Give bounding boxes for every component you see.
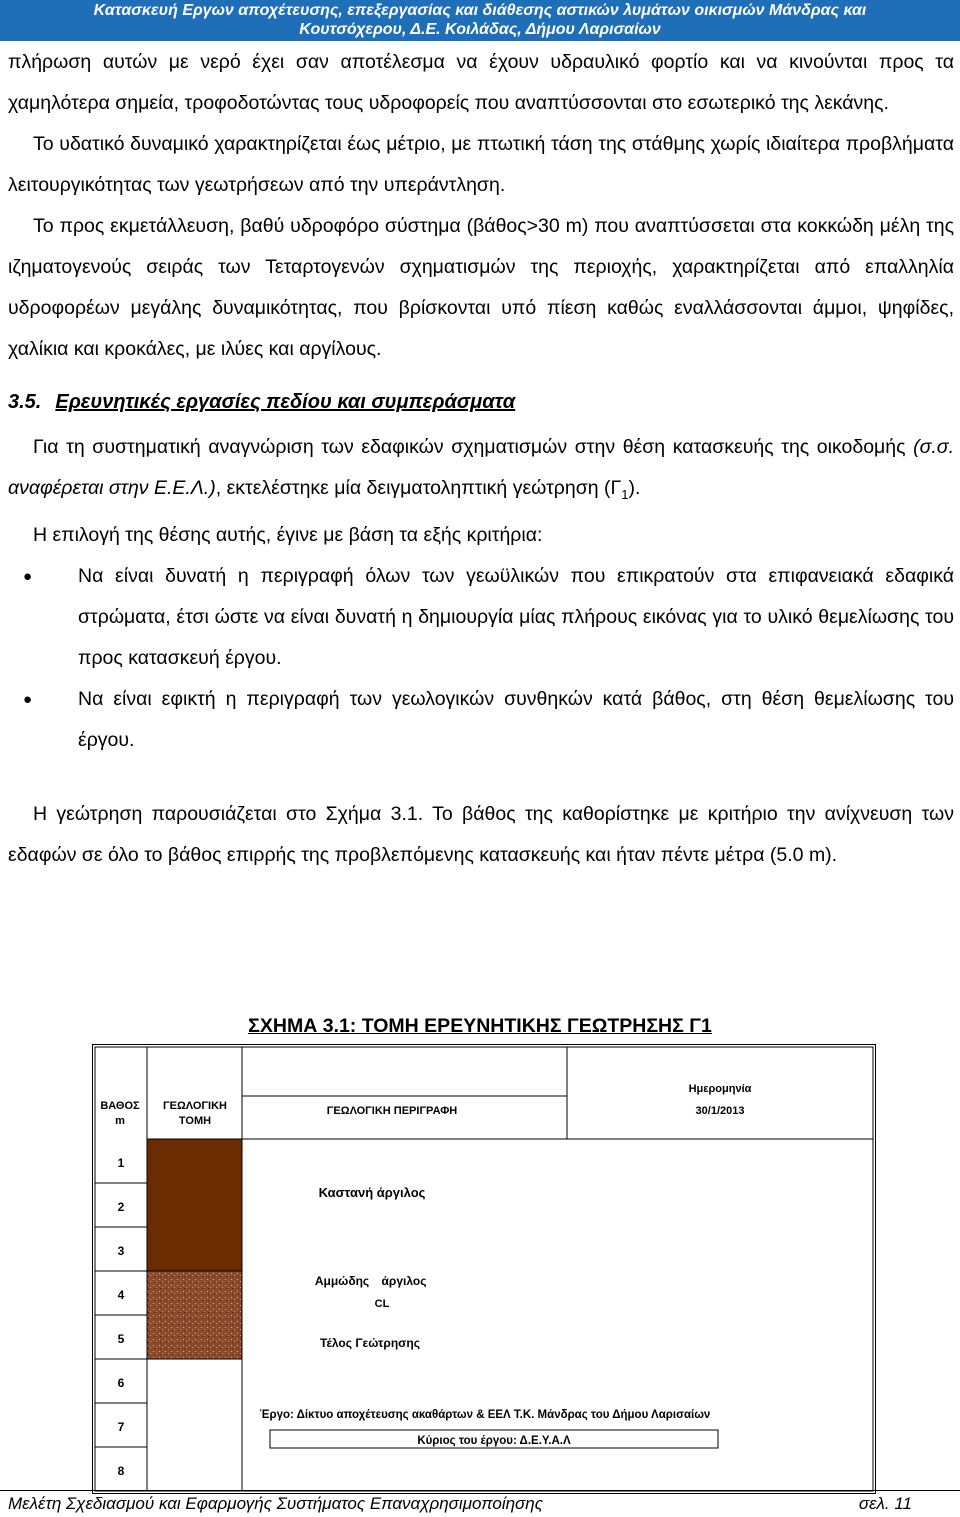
date-value: 30/1/2013 (695, 1105, 745, 1117)
page-number: σελ. 11 (858, 1494, 912, 1513)
page-footer (0, 1490, 960, 1517)
layer-2-label-c: CL (374, 1298, 390, 1310)
layer-1-label: Καστανή άργιλος (318, 1185, 426, 1200)
document-body (8, 42, 954, 876)
section-number: 3.5. (8, 391, 42, 413)
criteria-list (8, 556, 954, 761)
paragraph-4-subscript: 1 (621, 486, 629, 502)
header-line-2: Κουτσόχερου, Δ.Ε. Κοιλάδας, Δήμου Λαρισαίων (299, 21, 661, 38)
paragraph-4-text: Για τη συστηματική αναγνώριση των εδαφικών σχηματισμών στην θέση κατασκευής της οικοδομής (33, 436, 914, 458)
paragraph-1: πλήρωση αυτών με νερό έχει σαν αποτέλεσμα να έχουν υδραυλικό φορτίο και να κινούνται προς τα χαμηλότερα σημεία, τροφοδοτώντας τους υδροφορείς που αναπτύσσονται στο εσωτερικό της λεκάνης. (8, 51, 954, 114)
paragraph-4-text-b: , εκτελέστηκε μία δειγματοληπτική γεώτρηση (Γ (215, 477, 622, 499)
paragraph-4-italic: (σ.σ. αναφέρεται στην Ε.Ε.Λ.) (8, 436, 954, 499)
header-line-1: Κατασκευή Εργων αποχέτευσης, επεξεργασίας και διάθεσης αστικών λυμάτων οικισμών Μάνδρας και (93, 2, 867, 19)
owner-label: Κύριος του έργου: Δ.Ε.Υ.Α.Λ (417, 1435, 571, 1447)
paragraph-5: Η επιλογή της θέσης αυτής, έγινε με βάση τα εξής κριτήρια: (33, 523, 543, 546)
depth-label: 8 (117, 1464, 125, 1478)
section-header-1: ΓΕΩΛΟΓΙΚΗ (163, 1100, 227, 1112)
layer-2-label-a: Αμμώδης (314, 1274, 370, 1288)
project-label: Έργο: Δίκτυο αποχέτευσης ακαθάρτων & ΕΕΛ Τ.Κ. Μάνδρας του Δήμου Λαρισαίων (259, 1409, 711, 1421)
list-item: ● Να είναι εφικτή η περιγραφή των γεωλογικών συνθηκών κατά βάθος, στη θέση θεμελίωσης του έργου. (8, 679, 954, 761)
end-of-boring-label: Τέλος Γεώτρησης (320, 1336, 420, 1350)
borehole-log-svg (92, 1044, 876, 1494)
paragraph-2: Το υδατικό δυναμικό χαρακτηρίζεται έως μέτριο, με πτωτική τάση της στάθμης χωρίς ιδιαίτερα προβλήματα λειτουργικότητας των γεωτρήσεων από την υπεράντληση. (8, 133, 954, 196)
depth-label: 7 (117, 1420, 125, 1434)
borehole-figure (92, 1044, 876, 1494)
depth-label: 2 (117, 1200, 125, 1214)
geologic-layer (147, 1139, 242, 1271)
figure-title: ΣΧΗΜΑ 3.1: ΤΟΜΗ ΕΡΕΥΝΗΤΙΚΗΣ ΓΕΩΤΡΗΣΗΣ Γ1 (248, 1015, 712, 1037)
depth-label: 1 (117, 1156, 125, 1170)
depth-header-2: m (115, 1115, 125, 1127)
paragraph-6: Η γεώτρηση παρουσιάζεται στο Σχήμα 3.1. Το βάθος της καθορίστηκε με κριτήριο την ανίχνευση των εδαφών σε όλο το βάθος επιρρής της προβλεπόμενης κατασκευής και ήταν πέντε μέτρα (5.0 m). (8, 802, 954, 866)
date-label: Ημερομηνία (688, 1083, 752, 1095)
section-title: Ερευνητικές εργασίες πεδίου και συμπεράσματα (55, 391, 516, 413)
depth-label: 5 (117, 1332, 125, 1346)
list-item: ● Να είναι δυνατή η περιγραφή όλων των γεωϋλικών που επικρατούν στα επιφανειακά εδαφικά στρώματα, έτσι ώστε να είναι δυνατή η δημιουργία μίας πλήρους εικόνας για το υλικό θεμελίωσης του προς κατασκευή έργου. (8, 556, 954, 679)
description-header: ΓΕΩΛΟΓΙΚΗ ΠΕΡΙΓΡΑΦΗ (326, 1105, 458, 1117)
paragraph-3: Το προς εκμετάλλευση, βαθύ υδροφόρο σύστημα (βάθος>30 m) που αναπτύσσεται στα κοκκώδη μέλη της ιζηματογενούς σειράς των Τεταρτογενών σχηματισμών της περιοχής, χαρακτηρίζεται από επαλληλία υδροφορέων μεγάλης δυναμικότητας, που βρίσκονται υπό πίεση καθώς εναλλάσσονται άμμοι, ψηφίδες, χαλίκια και κροκάλες, με ιλύες και αργίλους. (8, 215, 954, 360)
section-heading (8, 382, 954, 423)
section-header-2: ΤΟΜΗ (178, 1115, 212, 1127)
depth-label: 4 (117, 1288, 125, 1302)
page-header (0, 0, 960, 41)
geologic-layers (147, 1139, 242, 1359)
depth-label: 3 (117, 1244, 125, 1258)
paragraph-4 (8, 427, 954, 515)
depth-header-1: ΒΑΘΟΣ (100, 1100, 140, 1112)
paragraph-4-text-c: ). (628, 477, 641, 499)
footer-title: Μελέτη Σχεδιασμού και Εφαρμογής Συστήματος Επαναχρησιμοποίησης (8, 1494, 544, 1513)
layer-2-label-b: άργιλος (381, 1274, 427, 1288)
geologic-layer (147, 1271, 242, 1359)
depth-label: 6 (117, 1376, 125, 1390)
